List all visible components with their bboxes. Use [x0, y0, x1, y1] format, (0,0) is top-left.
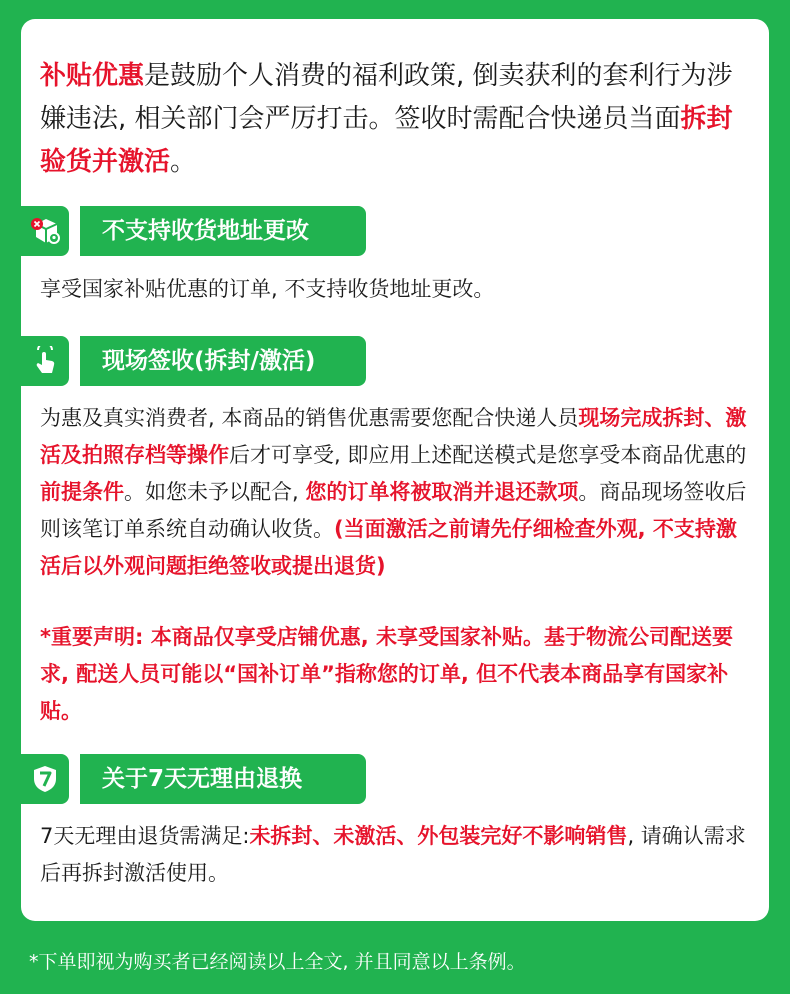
footer-disclaimer: *下单即视为购买者已经阅读以上全文, 并且同意以上条例。	[29, 951, 526, 973]
signoff-text-2: 后才可享受, 即应用上述配送模式是您享受本商品优惠的	[229, 443, 747, 467]
section-return-header	[21, 754, 366, 804]
signoff-text-1: 为惠及真实消费者, 本商品的销售优惠需要您配合快递人员	[40, 406, 579, 430]
intro-highlight: 补贴优惠	[40, 61, 145, 91]
intro-end: 。	[170, 147, 197, 177]
intro-text: 是鼓励个人消费的福利政策, 倒卖获利的套利行为涉嫌违法, 相关部门会严厉打击。签收时需配合快递员当面	[40, 61, 733, 134]
box-location-icon	[21, 206, 69, 256]
signoff-highlight-4: (当面激活之前请先仔细检查外观, 不支持激活后以外观问题拒绝签收或提出退货)	[40, 517, 737, 578]
important-notice: *重要声明: 本商品仅享受店铺优惠, 未享受国家补贴。基于物流公司配送要求, 配送人员可能以“国补订单”指称您的订单, 但不代表本商品享有国家补贴。	[40, 625, 733, 723]
section-address-header	[21, 206, 366, 256]
intro-paragraph	[40, 55, 756, 184]
signoff-highlight-3: 您的订单将被取消并退还款项	[305, 480, 579, 504]
return-text-2: , 请确认需求后再拆封激活使用。	[40, 824, 746, 885]
section-return-body	[40, 818, 756, 892]
signoff-highlight-1: 现场完成拆封、激活及拍照存档等操作	[40, 406, 747, 467]
section-signoff-body	[40, 400, 756, 585]
section-address-body: 享受国家补贴优惠的订单, 不支持收货地址更改。	[40, 277, 495, 301]
signoff-highlight-2: 前提条件	[40, 480, 124, 504]
return-highlight: 未拆封、未激活、外包装完好不影响销售	[249, 824, 628, 848]
section-address-title: 不支持收货地址更改	[80, 206, 366, 256]
section-signoff-title: 现场签收(拆封/激活)	[80, 336, 366, 386]
notice-card	[21, 19, 769, 921]
shield-7-icon	[21, 754, 69, 804]
intro-highlight-2: 拆封验货并激活	[40, 104, 733, 177]
hand-tap-icon	[21, 336, 69, 386]
signoff-text-3: 。如您未予以配合,	[124, 480, 306, 504]
signoff-text-4: 。商品现场签收后则该笔订单系统自动确认收货。	[40, 480, 747, 541]
section-signoff-header	[21, 336, 366, 386]
section-return-title: 关于7天无理由退换	[80, 754, 366, 804]
return-text-1: 7天无理由退货需满足:	[40, 824, 250, 848]
